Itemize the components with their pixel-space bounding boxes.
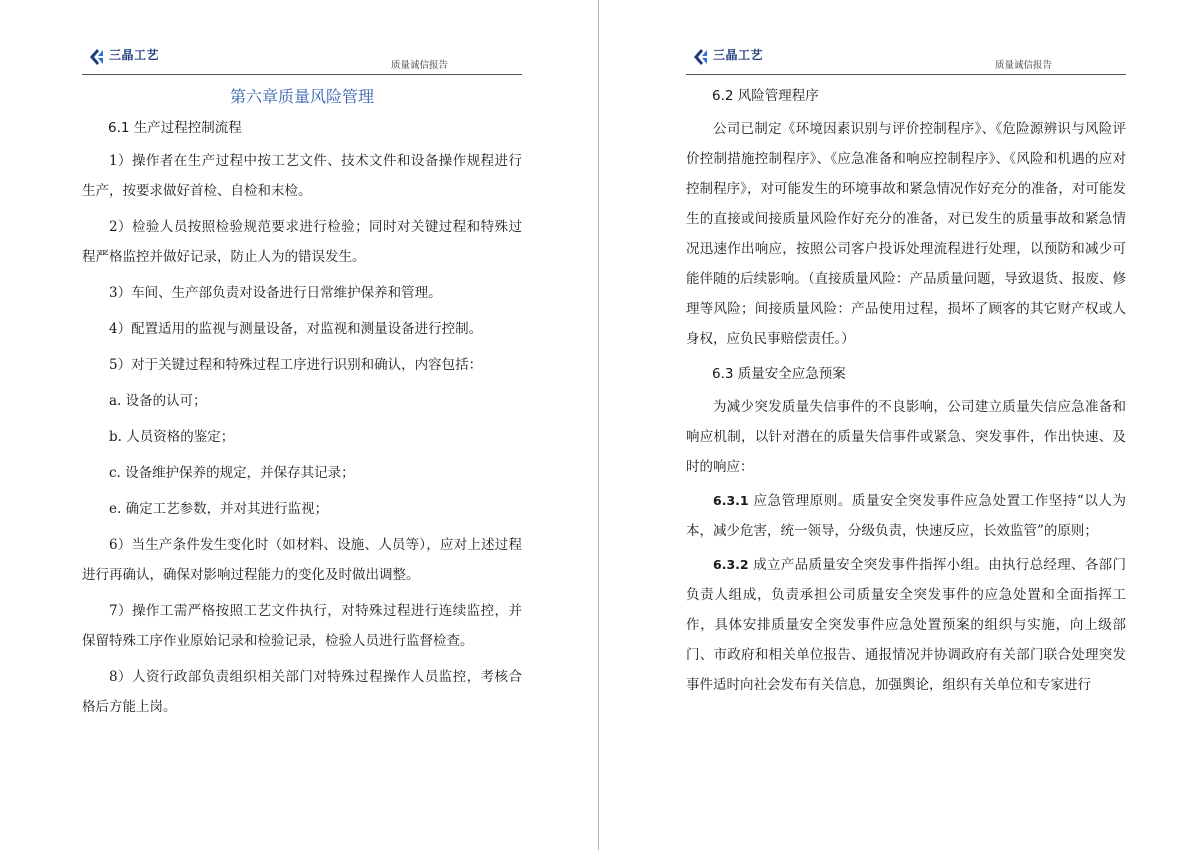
item-text: 应急管理原则。质量安全突发事件应急处置工作坚持“以人为本，减少危害，统一领导，分级负责，快速反应，长效监管”的原则； (686, 493, 1126, 539)
paragraph: 5）对于关键过程和特殊过程工序进行识别和确认，内容包括： (109, 357, 483, 373)
item-number: 6.3.1 (713, 493, 749, 508)
logo-mark-icon (692, 48, 710, 66)
section-title-6-1: 6.1 生产过程控制流程 (108, 120, 242, 136)
paragraph: 4）配置适用的监视与测量设备，对监视和测量设备进行控制。 (109, 321, 483, 337)
right-page (686, 0, 1126, 850)
list-item: c. 设备维护保养的规定，并保存其记录； (109, 465, 355, 481)
item-number: 6.3.2 (713, 557, 749, 572)
right-page-content (686, 86, 1126, 704)
company-logo (88, 48, 159, 70)
logo-text: 三晶工艺 (109, 48, 160, 62)
paragraph: 7）操作工需严格按照工艺文件执行，对特殊过程进行连续监控，并保留特殊工序作业原始记录和检验记录，检验人员进行监督检查。 (82, 603, 522, 649)
logo-text: 三晶工艺 (713, 48, 764, 62)
company-logo (692, 48, 763, 70)
section-title-6-2: 6.2 风险管理程序 (712, 88, 819, 104)
page-header (686, 40, 1126, 75)
left-page (82, 0, 522, 850)
header-title: 质量诚信报告 (390, 60, 448, 71)
paragraph: 3）车间、生产部负责对设备进行日常维护保养和管理。 (109, 285, 442, 301)
page-divider (598, 0, 599, 850)
list-item: a. 设备的认可； (109, 393, 207, 409)
section-title-6-3: 6.3 质量安全应急预案 (712, 366, 846, 382)
header-title: 质量诚信报告 (994, 60, 1052, 71)
page-header (82, 40, 522, 75)
paragraph-6-3-1 (686, 486, 1126, 546)
paragraph: 为减少突发质量失信事件的不良影响，公司建立质量失信应急准备和响应机制，以针对潜在的质量失信事件或紧急、突发事件，作出快速、及时的响应： (686, 399, 1126, 475)
paragraph: 6）当生产条件发生变化时（如材料、设施、人员等），应对上述过程进行再确认，确保对影响过程能力的变化及时做出调整。 (82, 537, 522, 583)
chapter-title: 第六章质量风险管理 (229, 87, 374, 106)
paragraph: 8）人资行政部负责组织相关部门对特殊过程操作人员监控，考核合格后方能上岗。 (82, 669, 522, 715)
paragraph-6-3-2 (686, 550, 1126, 700)
paragraph: 1）操作者在生产过程中按工艺文件、技术文件和设备操作规程进行生产，按要求做好首检、自检和末检。 (82, 153, 522, 199)
list-item: b. 人员资格的鉴定； (109, 429, 235, 445)
item-text: 成立产品质量安全突发事件指挥小组。由执行总经理、各部门负责人组成，负责承担公司质量安全突发事件的应急处置和全面指挥工作，具体安排质量安全突发事件应急处置预案的组织与实施，向上级部门、市政府和相关单位报告、通报情况并协调政府有关部门联合处理突发事件适时向社会发布有关信息，加强舆论，组织有关单位和专家进行 (686, 557, 1126, 693)
paragraph: 公司已制定《环境因素识别与评价控制程序》、《危险源辨识与风险评价控制措施控制程序》、《应急准备和响应控制程序》、《风险和机遇的应对控制程序》，对可能发生的环境事故和紧急情况作好充分的准备，对可能发生的直接或间接质量风险作好充分的准备，对已发生的质量事故和紧急情况迅速作出响应，按照公司客户投诉处理流程进行处理，以预防和减少可能伴随的后续影响。（直接质量风险：产品质量问题，导致退货、报废、修理等风险；间接质量风险：产品使用过程，损坏了顾客的其它财产权或人身权，应负民事赔偿责任。） (686, 121, 1126, 347)
logo-mark-icon (88, 48, 106, 66)
paragraph: 2）检验人员按照检验规范要求进行检验；同时对关键过程和特殊过程严格监控并做好记录，防止人为的错误发生。 (82, 219, 522, 265)
list-item: e. 确定工艺参数，并对其进行监视； (109, 501, 329, 517)
left-page-content (82, 86, 522, 728)
